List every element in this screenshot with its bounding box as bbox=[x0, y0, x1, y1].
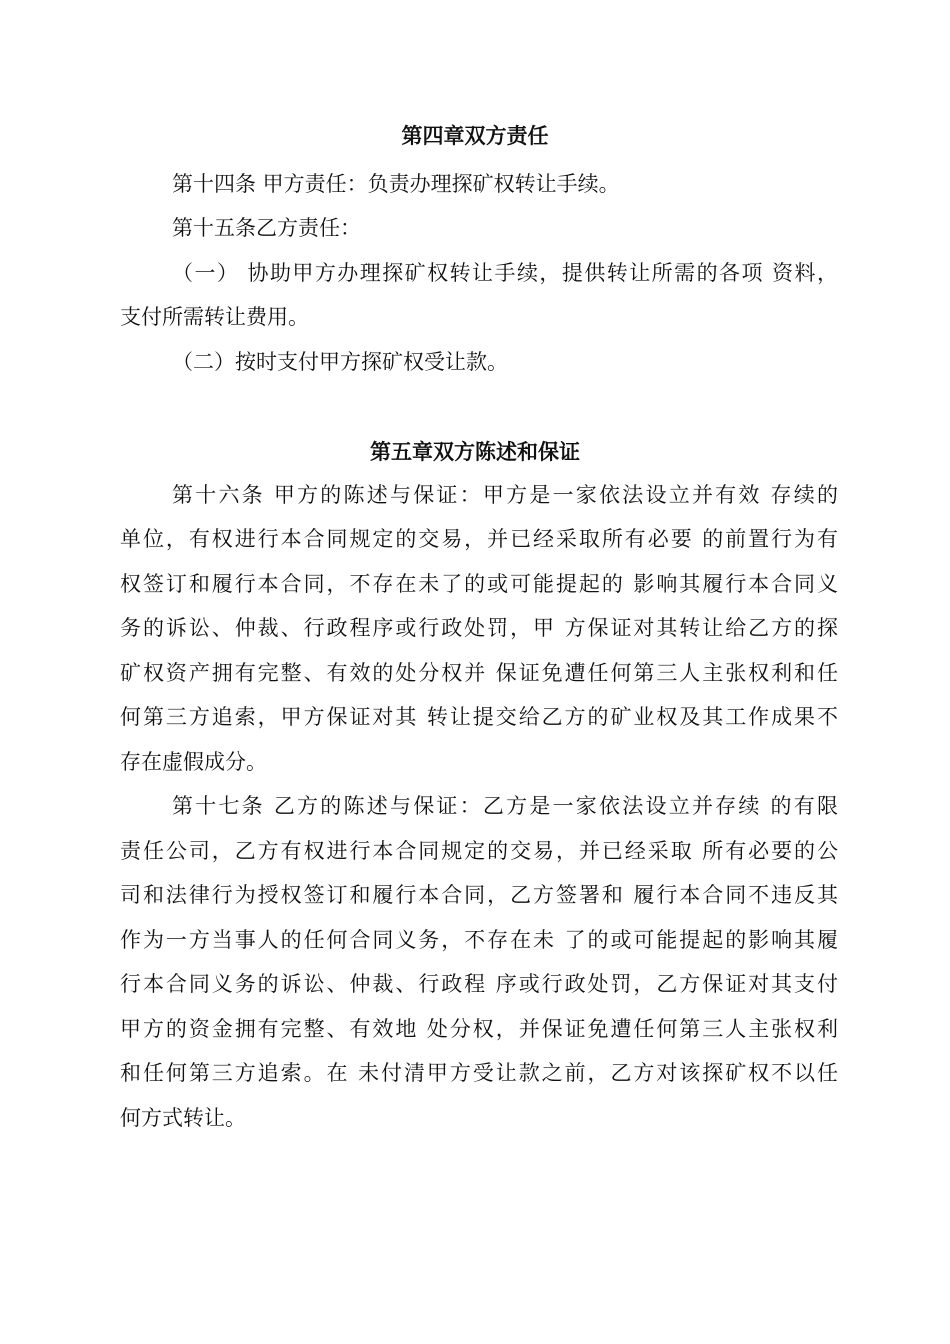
chapter-5-heading: 第五章双方陈述和保证 bbox=[370, 439, 580, 464]
article-16-line: 单位，有权进行本合同规定的交易，并已经采取所有必要 的前置行为有 bbox=[120, 527, 838, 551]
article-16-line: 矿权资产拥有完整、有效的处分权并 保证免遭任何第三人主张权利和任 bbox=[120, 661, 838, 685]
article-16-line: 权签订和履行本合同，不存在未了的或可能提起的 影响其履行本合同义 bbox=[120, 572, 838, 596]
article-16-line: 存在虚假成分。 bbox=[120, 750, 267, 774]
article-17-line: 作为一方当事人的任何合同义务，不存在未 了的或可能提起的影响其履 bbox=[120, 928, 838, 952]
article-16-line: 何第三方追索，甲方保证对其 转让提交给乙方的矿业权及其工作成果不 bbox=[120, 705, 838, 729]
article-17-line: 何方式转让。 bbox=[120, 1106, 246, 1130]
article-15: 第十五条乙方责任： bbox=[172, 216, 361, 240]
article-16-line: 第十六条 甲方的陈述与保证：甲方是一家依法设立并有效 存续的 bbox=[172, 483, 838, 507]
article-15-item-2: （二）按时支付甲方探矿权受让款。 bbox=[172, 350, 508, 374]
chapter-4-heading: 第四章双方责任 bbox=[401, 123, 549, 148]
article-17-line: 甲方的资金拥有完整、有效地 处分权，并保证免遭任何第三人主张权利 bbox=[120, 1017, 838, 1041]
article-17-line: 和任何第三方追索。在 未付清甲方受让款之前，乙方对该探矿权不以任 bbox=[120, 1061, 838, 1085]
article-14: 第十四条 甲方责任：负责办理探矿权转让手续。 bbox=[172, 172, 620, 196]
article-15-item-1-line-2: 支付所需转让费用。 bbox=[120, 305, 309, 329]
article-15-item-1-line-1: （一） 协助甲方办理探矿权转让手续，提供转让所需的各项 资料， bbox=[172, 261, 838, 285]
article-17-line: 行本合同义务的诉讼、仲裁、行政程 序或行政处罚，乙方保证对其支付 bbox=[120, 972, 838, 996]
article-17-line: 司和法律行为授权签订和履行本合同，乙方签署和 履行本合同不违反其 bbox=[120, 883, 838, 907]
article-17-line: 第十七条 乙方的陈述与保证：乙方是一家依法设立并存续 的有限 bbox=[172, 794, 838, 818]
article-17-line: 责任公司，乙方有权进行本合同规定的交易，并已经采取 所有必要的公 bbox=[120, 839, 838, 863]
article-16-line: 务的诉讼、仲裁、行政程序或行政处罚，甲 方保证对其转让给乙方的探 bbox=[120, 616, 838, 640]
